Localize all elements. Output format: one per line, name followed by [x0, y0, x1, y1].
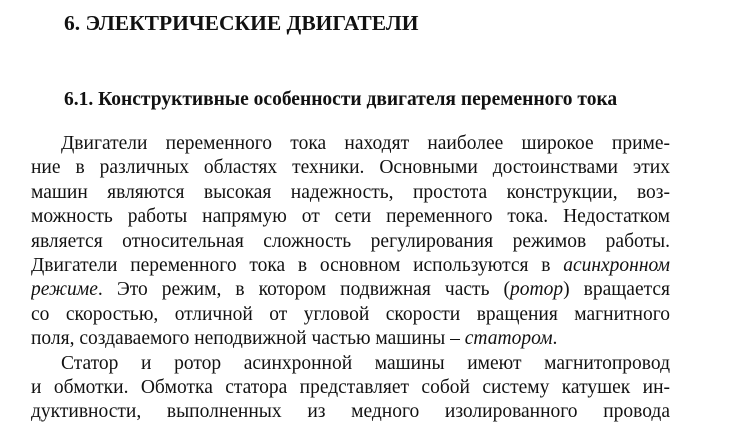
body-text	[31, 132, 670, 425]
text-segment: является относительная сложность регулирования режимов работы.	[31, 230, 670, 252]
text-segment: Двигатели переменного тока в основном используются в	[31, 254, 564, 276]
text-line	[31, 156, 670, 180]
text-line	[31, 230, 670, 254]
text-line	[31, 132, 670, 156]
text-segment: поля, создаваемого неподвижной частью машины –	[31, 328, 465, 350]
text-segment: ние в различных областях техники. Основными достоинствами этих	[31, 157, 670, 179]
italic-term: статором	[464, 328, 553, 350]
text-segment: можность работы напрямую от сети переменного тока. Недостатком	[31, 206, 670, 228]
text-segment: .	[552, 328, 558, 350]
section-title: 6.1. Конструктивные особенности двигателя переменного тока	[64, 89, 618, 110]
text-line	[31, 278, 670, 302]
text-segment: дуктивности, выполненных из медного изолированного провода	[31, 401, 670, 423]
text-line	[31, 400, 670, 424]
text-segment: машин являются высокая надежность, простота конструкции, воз-	[31, 181, 670, 203]
text-line	[31, 376, 670, 400]
text-segment: Статор и ротор асинхронной машины имеют магнитопровод	[61, 352, 670, 374]
text-segment: . Это режим, в котором подвижная часть (	[97, 279, 511, 301]
text-segment: Двигатели переменного тока находят наиболее широкое приме-	[61, 133, 670, 154]
text-segment: со скоростью, отличной от угловой скорости вращения магнитного	[31, 303, 670, 325]
text-line	[31, 352, 670, 376]
text-line	[31, 327, 670, 351]
italic-term: ротор	[510, 279, 564, 301]
italic-term: режиме	[31, 279, 98, 301]
text-line	[31, 181, 670, 205]
italic-term: асинхронном	[563, 254, 670, 276]
text-line	[31, 303, 670, 327]
text-segment: и обмотки. Обмотка статора представляет собой систему катушек ин-	[31, 376, 670, 398]
text-line	[31, 205, 670, 229]
text-segment: ) вращается	[563, 279, 670, 301]
chapter-title: 6. ЭЛЕКТРИЧЕСКИЕ ДВИГАТЕЛИ	[64, 11, 419, 35]
text-line	[31, 254, 670, 278]
